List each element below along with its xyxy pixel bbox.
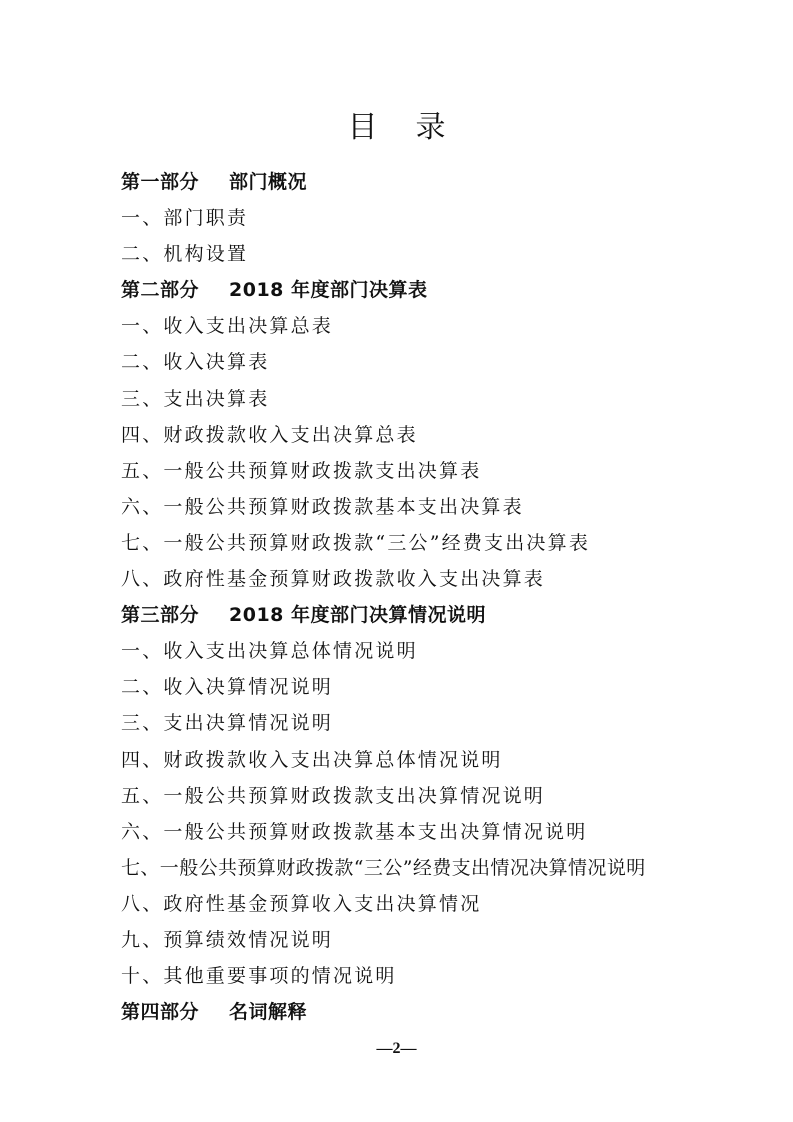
- toc-item: 九、预算绩效情况说明: [121, 928, 334, 951]
- toc-item: 三、支出决算表: [121, 387, 270, 410]
- toc-part-title: 2018 年度部门决算情况说明: [229, 604, 486, 627]
- toc-item: 一、收入支出决算总体情况说明: [121, 640, 418, 663]
- toc-item: 一、部门职责: [121, 207, 249, 230]
- toc-item: 四、财政拨款收入支出决算总体情况说明: [121, 748, 503, 771]
- toc-part-heading: [121, 164, 681, 200]
- toc-item: 二、收入决算表: [121, 351, 270, 374]
- toc-part-heading: [121, 994, 681, 1030]
- toc-item: 五、一般公共预算财政拨款支出决算表: [121, 459, 482, 482]
- page-title: 目录: [347, 110, 484, 145]
- toc-part-label: 第四部分: [121, 1001, 200, 1024]
- toc-part-title: 名词解释: [229, 1001, 308, 1024]
- table-of-contents: [121, 164, 681, 1030]
- toc-item: 二、机构设置: [121, 243, 249, 266]
- toc-item: 七、一般公共预算财政拨款“三公”经费支出情况决算情况说明: [121, 856, 646, 879]
- toc-part-label: 第二部分: [121, 279, 200, 302]
- toc-item: 二、收入决算情况说明: [121, 676, 334, 699]
- toc-item: 一、收入支出决算总表: [121, 315, 334, 338]
- toc-part-label: 第一部分: [121, 171, 200, 193]
- toc-item: 八、政府性基金预算收入支出决算情况: [121, 892, 482, 915]
- toc-item: 六、一般公共预算财政拨款基本支出决算表: [121, 495, 524, 518]
- toc-item: 八、政府性基金预算财政拨款收入支出决算表: [121, 568, 546, 591]
- toc-item: 四、财政拨款收入支出决算总表: [121, 423, 418, 446]
- toc-item: 三、支出决算情况说明: [121, 712, 334, 735]
- toc-item: 十、其他重要事项的情况说明: [121, 965, 397, 988]
- toc-part-label: 第三部分: [121, 604, 200, 627]
- toc-item: 五、一般公共预算财政拨款支出决算情况说明: [121, 784, 546, 807]
- toc-part-heading: [121, 272, 681, 308]
- toc-item: 七、一般公共预算财政拨款“三公”经费支出决算表: [121, 531, 591, 554]
- page-number: —2—: [376, 1040, 417, 1057]
- toc-part-title: 2018 年度部门决算表: [229, 279, 428, 302]
- toc-part-heading: [121, 597, 681, 633]
- toc-part-title: 部门概况: [229, 171, 308, 193]
- toc-item: 六、一般公共预算财政拨款基本支出决算情况说明: [121, 820, 588, 843]
